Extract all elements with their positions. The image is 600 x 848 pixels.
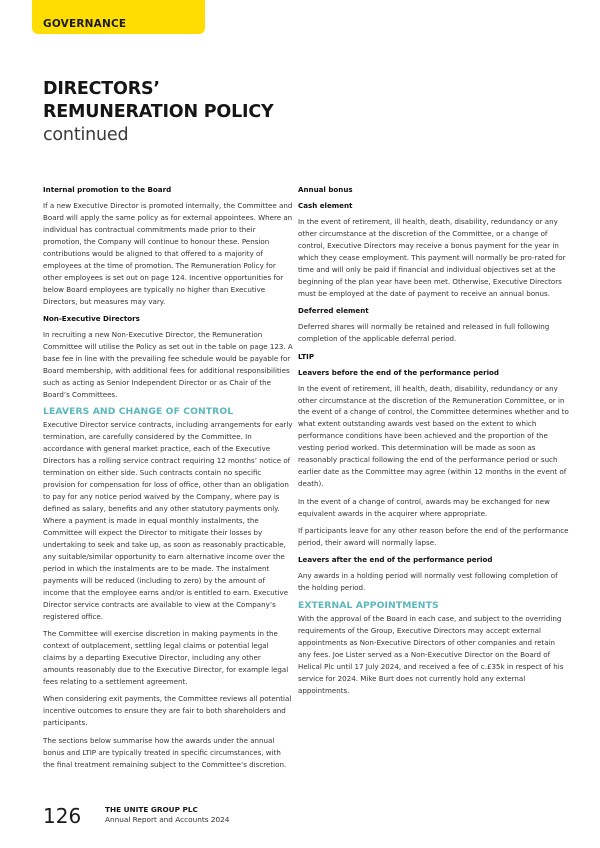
page-title-line-2: REMUNERATION POLICY — [43, 101, 274, 122]
page-number: 126 — [43, 804, 82, 828]
leavers-before-heading: Leavers before the end of the performance period — [298, 367, 499, 377]
leavers-paragraph-1: Executive Director service contracts, including arrangements for early termination, are carefully considered by the Committee. In accordance with general market practice, each of the Executive Directors has a rolling service contract requiring 12 months’ notice of termination on either side. Such contracts contain no specific provision for compensation for loss of office, other than an obligation to pay for any notice period waived by the Company, where pay is defined as salary, benefits and any other statutory payments only. Where a payment is made in equal monthly instalments, the Committee will expect the Director to mitigate their losses by undertaking to seek and take up, as soon as reasonably practicable, any suitable/similar opportunity to earn alternative income over the period in which the instalments are to be made. The instalment payments will be reduced (including to zero) by the amount of income that the employee earns and/or is entitled to earn. Executive Director service contracts are available to view at the Company’s registered office. — [43, 420, 293, 621]
left-column — [43, 184, 293, 776]
deferred-element-body: Deferred shares will normally be retained and released in full following completion of the applicable deferral period. — [298, 322, 550, 344]
footer-text — [105, 804, 229, 825]
annual-bonus-heading: Annual bonus — [298, 185, 353, 194]
leavers-heading: LEAVERS AND CHANGE OF CONTROL — [43, 406, 234, 418]
leavers-after-heading: Leavers after the end of the performance period — [298, 555, 493, 565]
leavers-paragraph-3: When considering exit payments, the Committee reviews all potential incentive outcomes to ensure they are fair to both shareholders and participants. — [43, 694, 292, 728]
leavers-before-paragraph-3: If participants leave for any other reason before the end of the performance period, their award will normally lapse. — [298, 526, 569, 548]
section-tab-label: GOVERNANCE — [43, 18, 127, 30]
section-tab — [32, 0, 205, 34]
page-title-line-1: DIRECTORS’ — [43, 79, 160, 99]
external-appointments-heading: EXTERNAL APPOINTMENTS — [298, 599, 439, 611]
leavers-after-body: Any awards in a holding period will normally vest following completion of the holding period. — [298, 571, 558, 593]
cash-element-body: In the event of retirement, ill health, death, disability, redundancy or any other circumstance at the discretion of the Committee, or a change of control, Executive Directors may receive a bonus payment for the year in which they cease employment. This payment will normally be pro-rated for time and will only be paid if financial and individual objectives set at the beginning of the plan year have been met. Otherwise, Executive Directors must be employed at the date of payment to receive an annual bonus. — [298, 217, 566, 298]
non-executive-heading: Non-Executive Directors — [43, 314, 140, 324]
internal-promotion-heading: Internal promotion to the Board — [43, 185, 172, 194]
ltip-heading: LTIP — [298, 351, 315, 361]
page-title — [43, 78, 273, 147]
cash-element-heading: Cash element — [298, 201, 353, 210]
leavers-before-paragraph-2: In the event of a change of control, awards may be exchanged for new equivalent awards in the acquirer where appropriate. — [298, 496, 550, 518]
external-appointments-body: With the approval of the Board in each case, and subject to the overriding requirements of the Group, Executive Directors may accept external appointments as Non-Executive Directors of other companies and retain any fees. Joe Lister served as a Non-Executive Director on the Board of Helical Plc until 17 July 2024, and received a fee of c.£35k in respect of his service for 2024. Mike Burt does not currently hold any external appointments. — [298, 613, 564, 695]
leavers-paragraph-4: The sections below summarise how the awards under the annual bonus and LTIP are typically treated in specific circumstances, with the final treatment remaining subject to the Committee’s discretion. — [43, 735, 287, 769]
page-subtitle: continued — [43, 125, 129, 145]
internal-promotion-body: If a new Executive Director is promoted internally, the Committee and Board will apply the same policy as for external appointees. Where an individual has contractual commitments made prior to their promotion, the Company will continue to honour these. Pension contributions would be aligned to that offered to a majority of employees at the time of promotion. The Remuneration Policy for other employees is set out on page 124. Incentive opportunities for below Board employees are typically no higher than Executive Directors, but measures may vary. — [43, 201, 293, 306]
non-executive-body: In recruiting a new Non-Executive Director, the Remuneration Committee will utilise the Policy as set out in the table on page 123. A base fee in line with the prevailing fee schedule would be payable for Board membership, with additional fees for additional responsibilities such as acting as Senior Independent Director or as Chair of the Board’s Committees. — [43, 330, 293, 399]
page-footer — [43, 804, 229, 828]
deferred-element-heading: Deferred element — [298, 306, 369, 316]
right-column — [298, 184, 570, 702]
leavers-paragraph-2: The Committee will exercise discretion in making payments in the context of outplacement, settling legal claims or potential legal claims by a departing Executive Director, including any other amounts reasonably due to the Executive Director, for example legal fees relating to a settlement agreement. — [43, 629, 289, 686]
leavers-before-paragraph-1: In the event of retirement, ill health, death, disability, redundancy or any other circumstance at the discretion of the Remuneration Committee, or in the event of a change of control, the Committee determines whether and to what extent outstanding awards vest based on the extent to which performance conditions have been achieved and the proportion of the vesting period worked. This determination will be made as soon as reasonably practical following the end of the performance period or such earlier date as the Committee may agree (within 12 months in the event of death). — [298, 383, 569, 489]
footer-organisation: THE UNITE GROUP PLC — [105, 805, 198, 814]
footer-report-title: Annual Report and Accounts 2024 — [105, 815, 230, 824]
